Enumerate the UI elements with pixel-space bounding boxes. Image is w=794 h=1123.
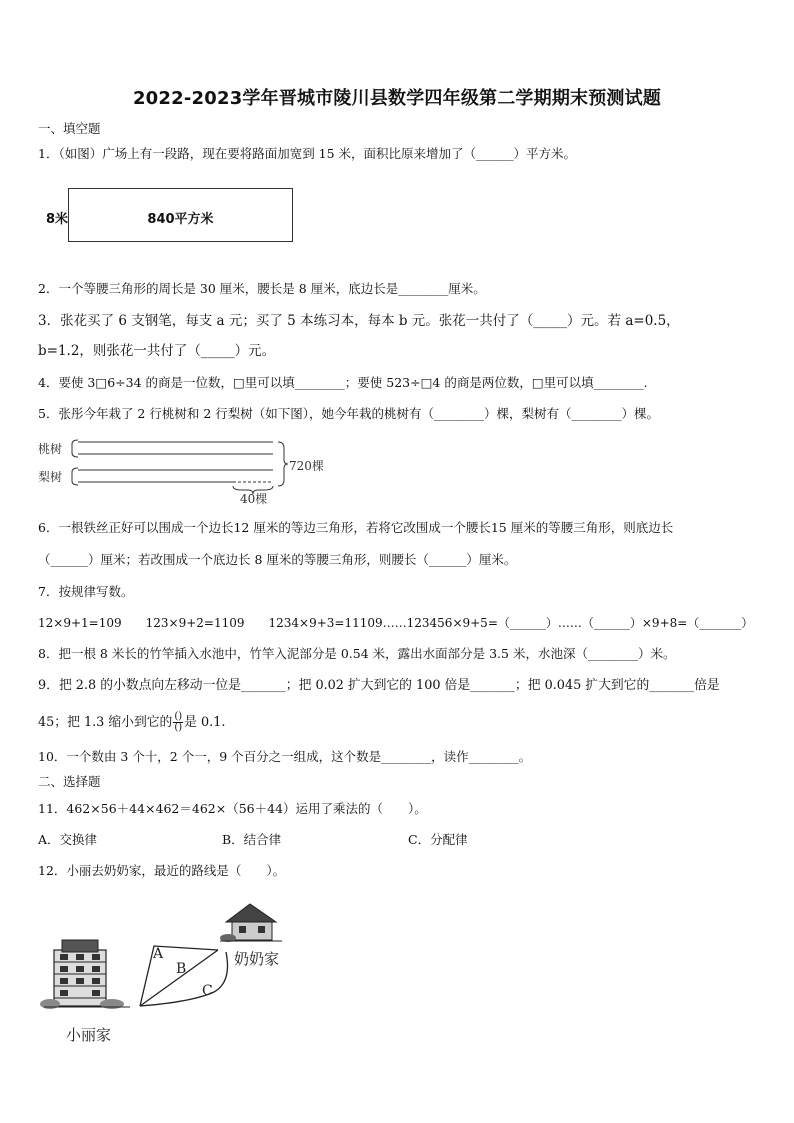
q12-route-figure — [36, 900, 336, 1050]
xiaoli-home-label: 小丽家 — [66, 1026, 112, 1044]
question-2: 2．一个等腰三角形的周长是 30 厘米，腰长是 8 厘米，底边长是________厘米。 — [38, 281, 486, 296]
question-6-line-1: 6．一根铁丝正好可以围成一个边长12 厘米的等边三角形，若将它改围成一个腰长15 厘米的等腰三角形，则底边长 — [38, 520, 674, 535]
house-icon — [220, 904, 282, 942]
grandma-home-label: 奶奶家 — [234, 950, 280, 968]
route-c-label: C — [202, 983, 213, 999]
question-7-sequence: 12×9+1=109 123×9+2=1109 1234×9+3=11109……123456×9+5=（______）……（______）×9+8=（_______） — [38, 616, 754, 630]
q5-tree-rows-figure — [38, 436, 338, 504]
question-7: 7．按规律写数。 — [38, 584, 134, 599]
question-5: 5．张彤今年栽了 2 行桃树和 2 行梨树（如下图），她今年栽的桃树有（________）棵，梨树有（________）棵。 — [38, 406, 660, 421]
q11-option-a: A．交换律 — [38, 832, 98, 847]
q1-rectangle-figure — [68, 188, 293, 242]
q11-option-c: C．分配律 — [408, 832, 468, 847]
q5-difference-label: 40棵 — [240, 492, 268, 506]
question-6-line-2: （______）厘米；若改围成一个底边长 8 厘米的等腰三角形，则腰长（______）厘米。 — [38, 552, 517, 567]
question-3-line-2: b=1.2，则张花一共付了（_____）元。 — [38, 343, 276, 359]
q5-pear-label: 梨树 — [38, 470, 63, 484]
page-title: 2022-2023学年晋城市陵川县数学四年级第二学期期末预测试题 — [132, 88, 662, 109]
q5-total-label: 720棵 — [289, 459, 324, 473]
question-4: 4．要使 3□6÷34 的商是一位数，□里可以填________；要使 523÷□4 的商是两位数，□里可以填________. — [38, 375, 648, 390]
question-9-line-2 — [38, 712, 225, 733]
question-12: 12．小丽去奶奶家，最近的路线是（ ）。 — [38, 863, 286, 878]
question-10: 10．一个数由 3 个十，2 个一，9 个百分之一组成，这个数是________，读作________。 — [38, 749, 532, 764]
route-b-label: B — [176, 961, 187, 977]
q9-line-2-prefix: 45；把 1.3 缩小到它的 — [38, 715, 173, 730]
q1-figure-side-label: 8米 — [46, 212, 69, 227]
question-1: 1．（如图）广场上有一段路，现在要将路面加宽到 15 米，面积比原来增加了（______）平方米。 — [38, 146, 577, 161]
apartment-building-icon — [40, 940, 130, 1009]
question-11: 11．462×56＋44×462＝462×（56＋44）运用了乘法的（ ）。 — [38, 801, 427, 816]
q5-peach-label: 桃树 — [38, 442, 63, 456]
section-choice-heading: 二、选择题 — [38, 774, 101, 789]
section-fill-heading: 一、填空题 — [38, 121, 101, 136]
question-3-line-1: 3．张花买了 6 支钢笔，每支 a 元；买了 5 本练习本，每本 b 元。张花一共付了（_____）元。若 a=0.5， — [38, 313, 680, 329]
question-9-line-1: 9．把 2.8 的小数点向左移动一位是_______；把 0.02 扩大到它的 100 倍是_______；把 0.045 扩大到它的_______倍是 — [38, 678, 720, 693]
q1-figure-area-label: 840平方米 — [147, 212, 214, 227]
q9-fraction-numerator: () — [174, 711, 183, 722]
route-a-label: A — [153, 946, 164, 962]
q9-fraction — [173, 712, 183, 733]
q9-line-2-suffix: 是 0.1. — [184, 715, 226, 730]
question-8: 8．把一根 8 米长的竹竿插入水池中，竹竿入泥部分是 0.54 米，露出水面部分是 3.5 米，水池深（________）米。 — [38, 646, 676, 661]
q11-option-b: B．结合律 — [222, 832, 282, 847]
q9-fraction-denominator: () — [174, 722, 183, 733]
